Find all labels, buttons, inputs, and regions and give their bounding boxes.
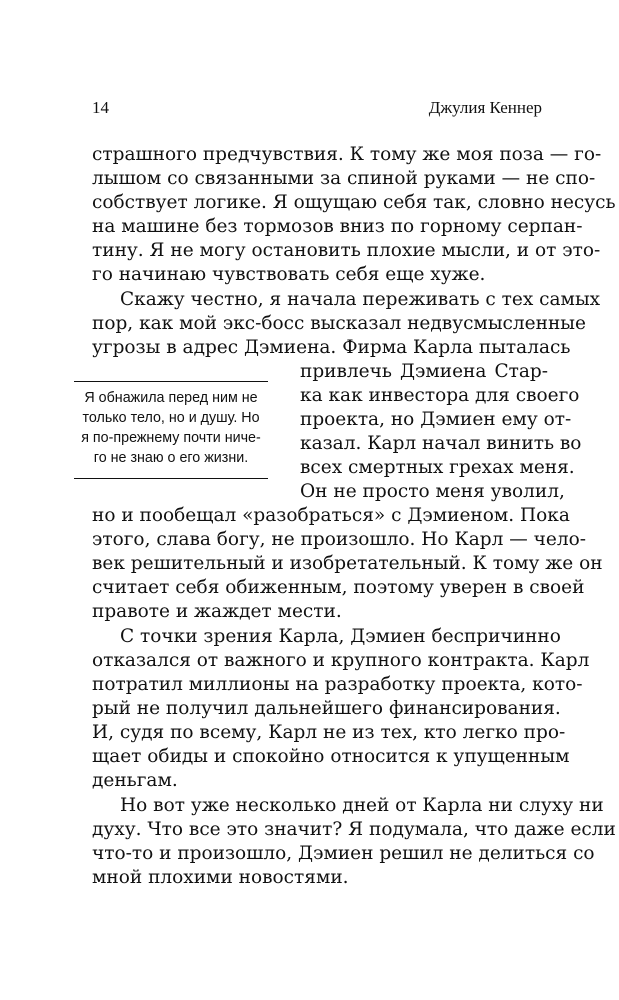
text-line: на машине без тормозов вниз по горному серпан- — [92, 216, 583, 237]
text-line: считает себя обиженным, поэтому уверен в своей — [92, 577, 585, 598]
text-line: но и пообещал «разобраться» с Дэмиеном. Пока — [92, 505, 570, 526]
text-line: Скажу честно, я начала переживать с тех самых — [120, 289, 601, 310]
text-line: привлечь Дэмиена Стар- — [300, 361, 548, 382]
text-line: проекта, но Дэмиен ему от- — [300, 409, 572, 430]
text-line: страшного предчувствия. К тому же моя поза — го- — [92, 144, 602, 165]
text-line: мной плохими новостями. — [92, 867, 349, 888]
text-line: правоте и жаждет мести. — [92, 601, 342, 622]
text-line: век решительный и изобретательный. К тому же он — [92, 553, 603, 574]
text-line: потратил миллионы на разработку проекта, кото- — [92, 674, 583, 695]
pull-quote-line: только тело, но и душу. Но — [82, 410, 260, 426]
text-line: что-то и произошло, Дэмиен решил не делиться со — [92, 843, 595, 864]
text-line: всех смертных грехах меня. — [300, 457, 575, 478]
text-line: этого, слава богу, не произошло. Но Карл — чело- — [92, 529, 586, 550]
text-line: тину. Я не могу остановить плохие мысли, и от это- — [92, 240, 601, 261]
text-line: собствует логике. Я ощущаю себя так, словно несусь — [92, 192, 616, 213]
text-line: И, судя по всему, Карл не из тех, кто легко про- — [92, 722, 566, 743]
text-line: духу. Что все это значит? Я подумала, что даже если — [92, 819, 616, 840]
page-header — [92, 96, 542, 120]
text-line: отказался от важного и крупного контракта. Карл — [92, 650, 590, 671]
running-title: Джулия Кеннер — [428, 98, 542, 117]
text-line: щает обиды и спокойно относится к упущенным — [92, 746, 570, 767]
text-line: ка как инвестора для своего — [300, 385, 580, 406]
pull-quote-line: я по-прежнему почти ниче- — [81, 430, 261, 446]
text-line: казал. Карл начал винить во — [300, 433, 582, 454]
text-line: С точки зрения Карла, Дэмиен беспричинно — [120, 626, 561, 647]
text-line: го начинаю чувствовать себя еще хуже. — [92, 264, 486, 285]
text-line: деньгам. — [92, 770, 178, 791]
text-line: рый не получил дальнейшего финансирования. — [92, 698, 561, 719]
pull-quote-line: го не знаю о его жизни. — [93, 450, 249, 466]
text-line: угрозы в адрес Дэмиена. Фирма Карла пыталась — [92, 337, 571, 358]
pull-quote — [74, 381, 268, 479]
text-line: пор, как мой экс-босс высказал недвусмысленные — [92, 313, 586, 334]
page-number: 14 — [92, 98, 109, 117]
text-line: Он не просто меня уволил, — [300, 481, 565, 502]
text-line: Но вот уже несколько дней от Карла ни слуху ни — [120, 795, 604, 816]
text-line: лышом со связанными за спиной руками — не спо- — [92, 168, 596, 189]
pull-quote-line: Я обнажила перед ним не — [84, 390, 258, 406]
